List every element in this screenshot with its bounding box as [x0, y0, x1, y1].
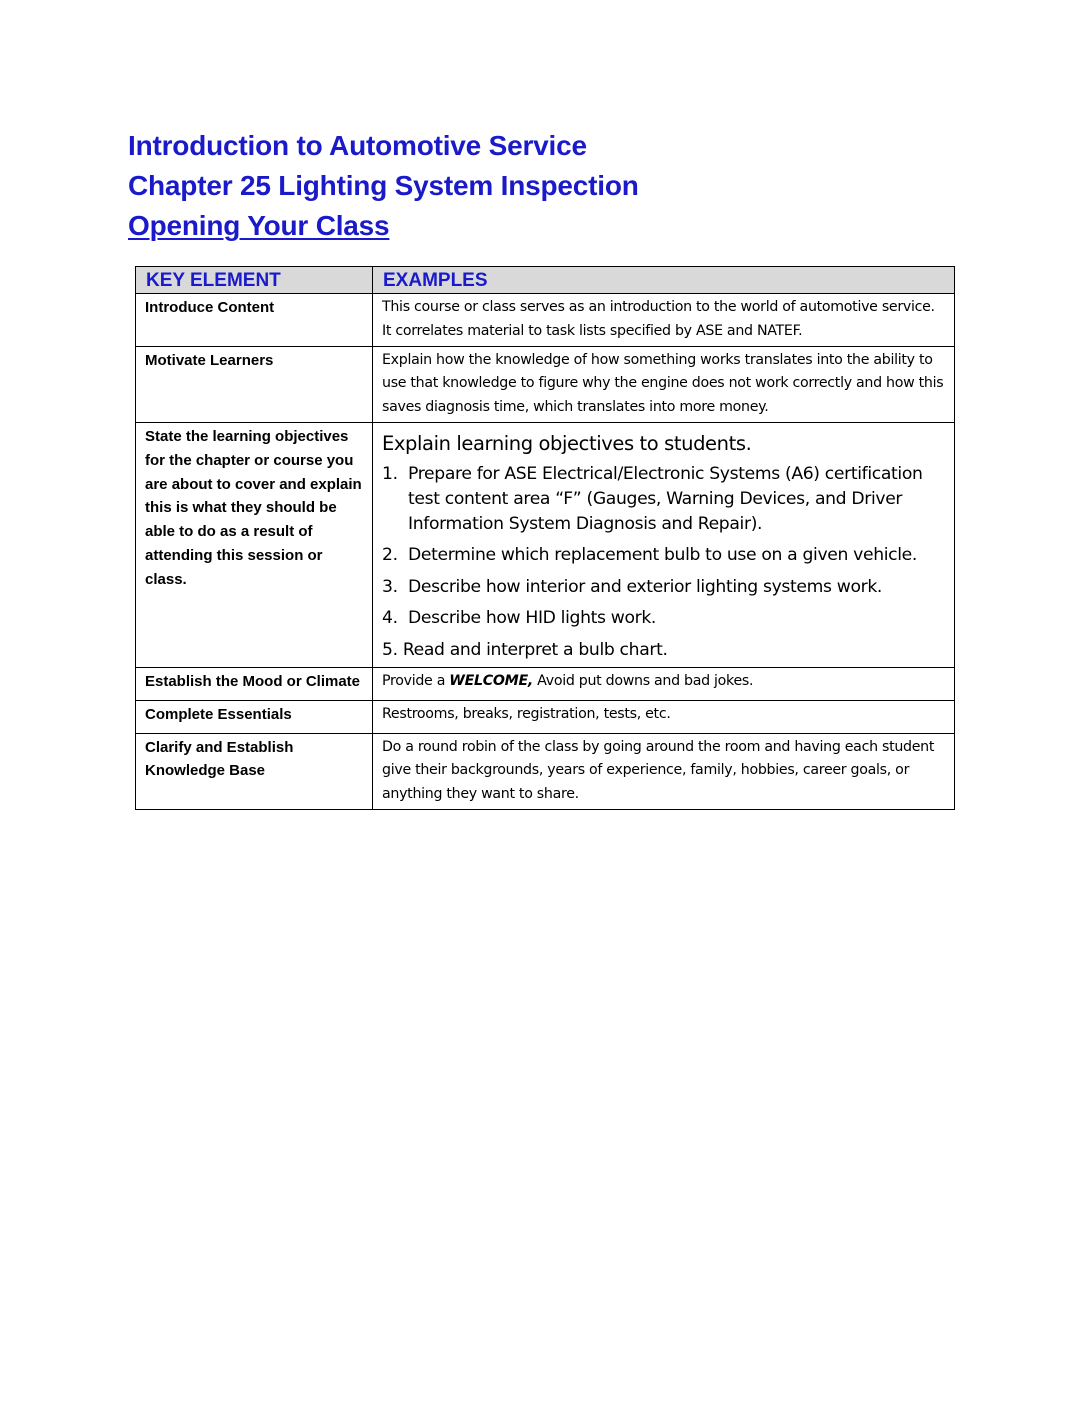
objectives-cell	[373, 422, 955, 667]
table-row	[136, 346, 955, 422]
welcome-emphasis: WELCOME,	[449, 672, 533, 689]
table-row	[136, 294, 955, 347]
objective-item	[382, 462, 946, 537]
objective-number: 5.	[382, 639, 398, 660]
key-element-cell: Establish the Mood or Climate	[136, 667, 373, 700]
column-header-key-element: KEY ELEMENT	[136, 267, 373, 294]
welcome-prefix: Provide a	[382, 672, 450, 689]
objective-number: 1.	[382, 463, 398, 484]
example-cell: Restrooms, breaks, registration, tests, etc.	[373, 700, 955, 733]
chapter-title: Chapter 25 Lighting System Inspection	[128, 170, 639, 201]
key-element-cell: State the learning objectives for the chapter or course you are about to cover and explain this is what they should be able to do as a result of attending this session or class.	[136, 422, 373, 667]
example-cell	[373, 667, 955, 700]
document-header	[128, 126, 948, 246]
objectives-intro: Explain learning objectives to students.	[382, 431, 752, 455]
objective-text: Prepare for ASE Electrical/Electronic Systems (A6) certification test content area “F” (Gauges, Warning Devices, and Driver Information System Diagnosis and Repair).	[408, 463, 923, 534]
example-cell: This course or class serves as an introduction to the world of automotive service. It correlates material to task lists specified by ASE and NATEF.	[373, 294, 955, 347]
objective-text: Describe how interior and exterior lighting systems work.	[408, 576, 883, 597]
objective-text: Describe how HID lights work.	[408, 608, 657, 629]
table-row	[136, 667, 955, 700]
example-cell: Explain how the knowledge of how something works translates into the ability to use that knowledge to figure why the engine does not work correctly and how this saves diagnosis time, which translates into more money.	[373, 346, 955, 422]
table-row	[136, 733, 955, 809]
welcome-suffix: Avoid put downs and bad jokes.	[532, 672, 754, 689]
key-element-cell: Motivate Learners	[136, 346, 373, 422]
objective-item	[382, 606, 946, 631]
objectives-list	[382, 462, 946, 663]
table-header-row	[136, 267, 955, 294]
objective-number: 2.	[382, 545, 398, 566]
key-element-cell: Clarify and Establish Knowledge Base	[136, 733, 373, 809]
table-row	[136, 422, 955, 667]
course-title: Introduction to Automotive Service	[128, 130, 587, 161]
objective-item	[382, 575, 946, 600]
objective-item	[382, 543, 946, 568]
key-element-cell: Complete Essentials	[136, 700, 373, 733]
objective-number: 4.	[382, 608, 398, 629]
objective-text: Read and interpret a bulb chart.	[402, 639, 668, 660]
objective-item	[382, 638, 946, 663]
key-element-cell: Introduce Content	[136, 294, 373, 347]
objective-number: 3.	[382, 576, 398, 597]
key-elements-table	[135, 266, 955, 810]
column-header-examples: EXAMPLES	[373, 267, 955, 294]
example-cell: Do a round robin of the class by going around the room and having each student give their backgrounds, years of experience, family, hobbies, career goals, or anything they want to share.	[373, 733, 955, 809]
objective-text: Determine which replacement bulb to use on a given vehicle.	[408, 545, 918, 566]
table-row	[136, 700, 955, 733]
opening-your-class-link[interactable]: Opening Your Class	[128, 210, 390, 241]
